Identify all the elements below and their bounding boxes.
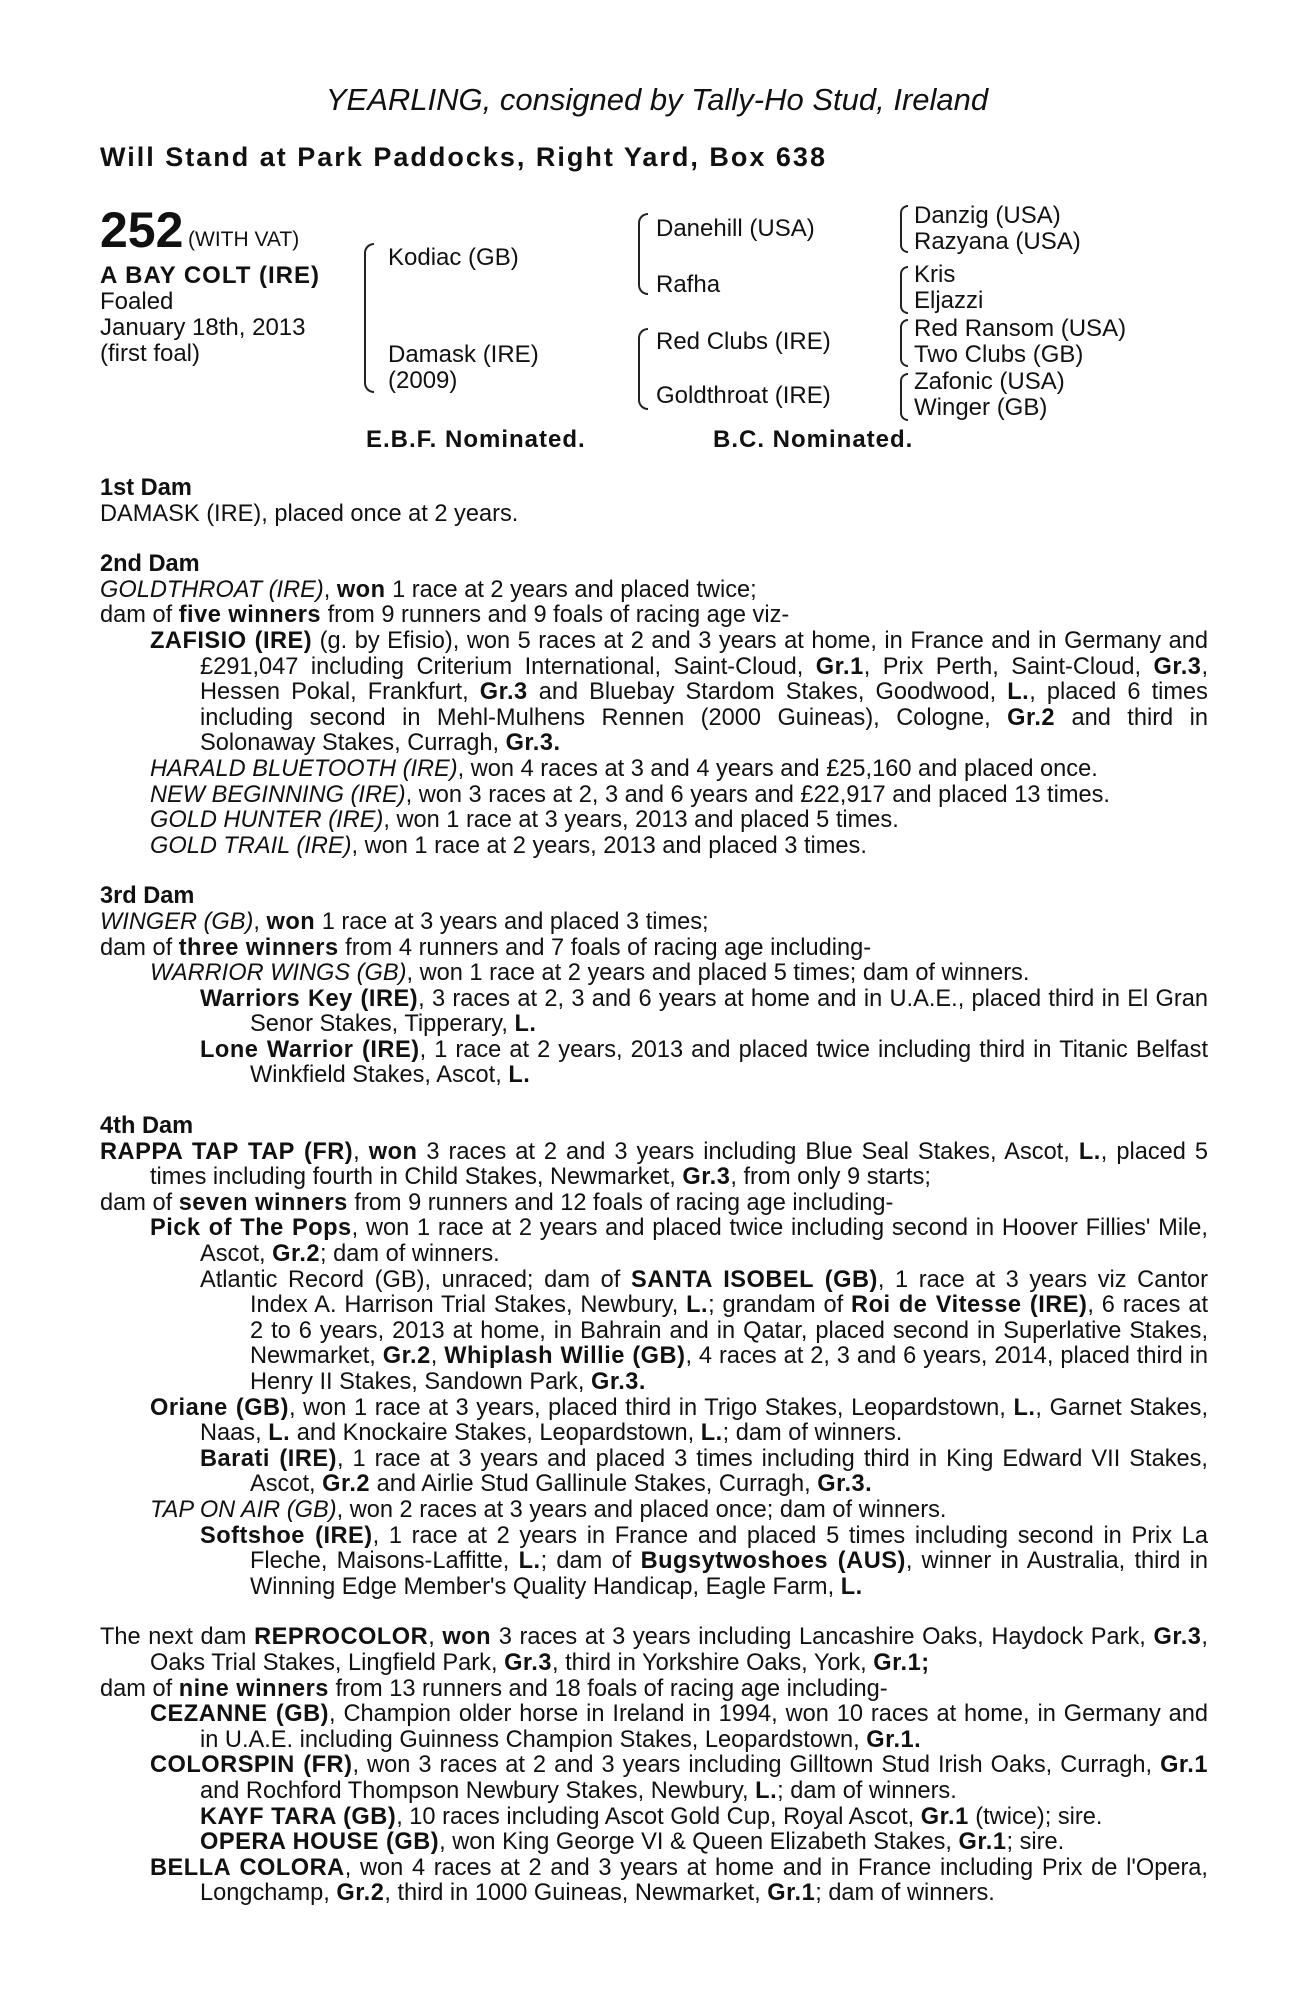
sire-sire: Danehill (USA) xyxy=(656,215,815,242)
ggp-5: Red Ransom (USA) xyxy=(914,315,1127,342)
winners-count: nine winners xyxy=(178,1675,329,1702)
grade: L. xyxy=(840,1573,863,1600)
text: 3 races at 2 and 3 years including Blue Seal Stakes, Ascot, xyxy=(417,1138,1079,1165)
dam2-line2 xyxy=(100,603,1208,629)
ebf-nominated: E.B.F. Nominated. xyxy=(366,426,586,453)
text: , 1 race at 2 years, 2013 and placed twice including third in Titanic Belfast Winkfield Stakes, Ascot, xyxy=(250,1036,1209,1089)
progeny-oriane xyxy=(100,1396,1208,1447)
grade: L. xyxy=(686,1292,709,1319)
sire-parents-brace xyxy=(638,213,648,295)
grade: L. xyxy=(514,1011,537,1038)
progeny-gold-trail xyxy=(100,834,1208,860)
horse-name: COLORSPIN (FR) xyxy=(150,1752,353,1779)
grade: Gr.1 xyxy=(1160,1752,1208,1779)
grade: Gr.1 xyxy=(958,1829,1007,1856)
text: dam of xyxy=(100,934,179,961)
bc-nominated: B.C. Nominated. xyxy=(713,426,914,453)
progeny-softshoe xyxy=(100,1524,1208,1601)
grade: Gr.2 xyxy=(382,1343,431,1370)
grade: Gr.3. xyxy=(590,1369,646,1395)
progeny-zafisio xyxy=(100,629,1208,757)
progeny-opera-house xyxy=(100,1830,1208,1856)
text: , 4 races at 2, 3 and 6 years, 2014, placed third in Henry II Stakes, Sandown Park, xyxy=(250,1343,1208,1395)
horse-name: KAYF TARA (GB) xyxy=(200,1803,397,1830)
grade: Gr.3 xyxy=(1153,653,1202,680)
dam2-line1: GOLDTHROAT (IRE), won 1 race at 2 years and placed twice; xyxy=(100,576,757,603)
text: , 1 race at 3 years and placed 3 times including third in King Edward VII Stakes, Ascot, xyxy=(250,1445,1208,1498)
dam: Damask (IRE) xyxy=(388,341,539,368)
won-label: won xyxy=(336,576,386,603)
vat-note: (WITH VAT) xyxy=(188,228,300,251)
pedigree-notes xyxy=(100,476,1208,1907)
text: ; dam of xyxy=(540,1548,641,1575)
horse-name: Pick of The Pops xyxy=(150,1215,352,1242)
horse-name: Whiplash Willie (GB) xyxy=(444,1343,686,1370)
text: ; sire. xyxy=(1006,1829,1065,1856)
text: ; dam of winners. xyxy=(320,1241,500,1268)
text: (g. by Efisio), won 5 races at 2 and 3 years at home, in France and in Germany and £291,047 including Criterium International, Saint-Cloud, xyxy=(200,627,1208,680)
text: , winner in Australia, third in Winning Edge Member's Quality Handicap, Eagle Farm, xyxy=(250,1548,1208,1600)
grade: Gr.3. xyxy=(505,730,561,757)
dam4-line1: RAPPA TAP TAP (FR), won 3 races at 2 and 3 years including Blue Seal Stakes, Ascot, L., placed 5 times including fourth in Child Stakes, Newmarket, Gr.3, from only 9 starts; xyxy=(100,1138,1208,1191)
ggp-7: Zafonic (USA) xyxy=(914,368,1065,395)
grade: Gr.1 xyxy=(920,1803,969,1830)
text: , won 4 races at 3 and 4 years and £25,160 and placed once. xyxy=(457,755,1098,782)
dam-name: RAPPA TAP TAP (FR) xyxy=(100,1138,354,1165)
lot-number: 252 xyxy=(100,202,184,258)
text: , third in 1000 Guineas, Newmarket, xyxy=(384,1880,768,1907)
text: , won 3 races at 2, 3 and 6 years and £22,917 and placed 13 times. xyxy=(405,781,1110,808)
text: (twice); sire. xyxy=(968,1803,1103,1830)
text: , 1 race at 2 years in France and placed 5 times including second in Prix La Fleche, Maisons-Laffitte, xyxy=(250,1522,1209,1575)
text: dam of xyxy=(100,1675,179,1702)
text: , 1 race at 3 years viz Cantor Index A. Harrison Trial Stakes, Newbury, xyxy=(250,1266,1208,1319)
horse-name: CEZANNE (GB) xyxy=(150,1701,330,1728)
grade: L. xyxy=(518,1548,541,1575)
text: , won 2 races at 3 years and placed once; dam of winners. xyxy=(336,1496,947,1523)
horse-name: GOLD TRAIL (IRE) xyxy=(150,832,352,859)
grade: Gr.2 xyxy=(272,1241,321,1268)
progeny-pick-of-the-pops xyxy=(100,1216,1208,1267)
horse-name: Warriors Key (IRE) xyxy=(200,985,419,1012)
grade: Gr.1 xyxy=(815,653,864,680)
text: ; dam of winners. xyxy=(777,1777,957,1804)
foaled-label: Foaled xyxy=(100,288,174,315)
dam4-heading: 4th Dam xyxy=(100,1113,194,1140)
text: , third in Yorkshire Oaks, York, xyxy=(551,1649,874,1676)
progeny-tap-on-air xyxy=(100,1498,1208,1524)
text: , 3 races at 2, 3 and 6 years at home and in U.A.E., placed third in El Gran Senor Stakes, Tipperary, xyxy=(250,985,1208,1038)
ggp-4: Eljazzi xyxy=(914,287,984,314)
next-dam: The next dam REPROCOLOR, won 3 races at 3 years including Lancashire Oaks, Haydock Park, Gr.3, Oaks Trial Stakes, Lingfield Park, Gr.3, third in Yorkshire Oaks, York, Gr.1; xyxy=(100,1624,1208,1676)
dam-parents-brace xyxy=(638,328,648,410)
horse-name: ZAFISIO (IRE) xyxy=(150,627,313,654)
ggp-2: Razyana (USA) xyxy=(914,228,1081,255)
progeny-harald xyxy=(100,757,1208,783)
text: and Airlie Stud Gallinule Stakes, Curragh, xyxy=(370,1471,818,1498)
dam3-heading: 3rd Dam xyxy=(100,883,195,910)
grade: L. xyxy=(1078,1138,1101,1165)
progeny-kayf-tara xyxy=(100,1805,1208,1831)
text: 3 races at 3 years including Lancashire Oaks, Haydock Park, xyxy=(491,1624,1154,1651)
grade: L. xyxy=(268,1420,291,1447)
text: dam of xyxy=(100,602,179,629)
text: , Garnet Stakes, Naas, xyxy=(200,1394,1209,1447)
consignment-header: YEARLING, consigned by Tally-Ho Stud, Ireland xyxy=(325,82,989,117)
dam-year: (2009) xyxy=(388,367,458,394)
text: , Champion older horse in Ireland in 1994, won 10 races at home, in Germany and in U.A.E. including Guinness Champion Stakes, Leopardstown, xyxy=(200,1701,1208,1753)
grade: Gr.3 xyxy=(1153,1624,1202,1651)
progeny-colorspin xyxy=(100,1753,1208,1804)
text: , 10 races including Ascot Gold Cup, Royal Ascot, xyxy=(396,1803,921,1830)
progeny-warrior-wings xyxy=(100,961,1208,987)
dam3-line1: WINGER (GB), won 1 race at 3 years and placed 3 times; xyxy=(100,908,709,935)
won-label: won xyxy=(442,1624,492,1651)
sire-dam-brace xyxy=(364,243,374,393)
ggp-6: Two Clubs (GB) xyxy=(914,341,1084,368)
grade: Gr.3. xyxy=(817,1471,873,1498)
dam-name: WINGER (GB) xyxy=(100,908,254,935)
horse-name: OPERA HOUSE (GB) xyxy=(200,1829,440,1856)
won-label: won xyxy=(368,1138,418,1165)
text: and Knockaire Stakes, Leopardstown, xyxy=(290,1420,701,1447)
text: , Oaks Trial Stakes, Lingfield Park, xyxy=(150,1624,1208,1676)
lot-name: A BAY COLT (IRE) xyxy=(100,262,321,289)
dam-name: GOLDTHROAT (IRE) xyxy=(100,576,324,603)
horse-name: Bugsytwoshoes (AUS) xyxy=(640,1548,906,1575)
ggp-brace-4 xyxy=(900,373,908,421)
grade: Gr.2 xyxy=(1007,704,1056,731)
text: , placed 6 times including second in Mehl-Mulhens Rennen (2000 Guineas), Cologne, xyxy=(200,679,1208,731)
won-label: won xyxy=(266,908,316,935)
grade: Gr.3 xyxy=(504,1649,552,1676)
text: ; dam of winners. xyxy=(722,1420,903,1447)
horse-name: HARALD BLUETOOTH (IRE) xyxy=(150,755,458,782)
ggp-brace-3 xyxy=(900,319,908,367)
text: 1 race at 3 years and placed 3 times; xyxy=(315,908,709,935)
grade: Gr.3 xyxy=(479,679,528,706)
horse-name: Lone Warrior (IRE) xyxy=(200,1036,420,1063)
horse-name: NEW BEGINNING (IRE) xyxy=(150,781,406,808)
record-text: 1 race at 2 years and placed twice; xyxy=(385,576,757,603)
text: , won 1 race at 2 years and placed twice including second in Hoover Fillies' Mile, Ascot, xyxy=(200,1215,1208,1268)
progeny-gold-hunter xyxy=(100,808,1208,834)
ggp-3: Kris xyxy=(914,261,956,288)
dam4-line2 xyxy=(100,1191,1208,1217)
text: , won 3 races at 2 and 3 years including Gilltown Stud Irish Oaks, Curragh, xyxy=(352,1752,1161,1779)
horse-name: BELLA COLORA xyxy=(150,1854,345,1881)
sire: Kodiac (GB) xyxy=(388,244,519,271)
winners-count: seven winners xyxy=(178,1189,348,1216)
ggp-brace-2 xyxy=(900,266,908,314)
progeny-atlantic-record: Atlantic Record (GB), unraced; dam of SANTA ISOBEL (GB), 1 race at 3 years viz Cantor Index A. Harrison Trial Stakes, Newbury, L.; grandam of Roi de Vitesse (IRE), 6 races at 2 to 6 years, 2013 at home, in Bahrain and in Qatar, placed second in Superlative Stakes, Newmarket, Gr.2, Whiplash Willie (GB), 4 races at 2, 3 and 6 years, 2014, placed third in Henry II Stakes, Sandown Park, Gr.3. xyxy=(200,1266,1208,1395)
horse-name: WARRIOR WINGS (GB) xyxy=(150,960,407,987)
text: , 6 races at 2 to 6 years, 2013 at home, in Bahrain and in Qatar, placed second in Superlative Stakes, Newmarket, xyxy=(250,1292,1208,1370)
text: and Rochford Thompson Newbury Stakes, Newbury, xyxy=(200,1777,756,1804)
text: , won King George VI & Queen Elizabeth Stakes, xyxy=(439,1829,959,1856)
text: , from only 9 starts; xyxy=(730,1164,931,1191)
winners-count: five winners xyxy=(178,602,322,629)
text: , won 1 race at 3 years, placed third in Trigo Stakes, Leopardstown, xyxy=(288,1394,1014,1421)
dam-dam: Goldthroat (IRE) xyxy=(656,382,831,409)
grade: L. xyxy=(508,1062,531,1089)
horse-name: Softshoe (IRE) xyxy=(200,1522,373,1549)
first-foal-note: (first foal) xyxy=(100,340,201,367)
ggp-brace-1 xyxy=(900,205,908,253)
ggp-1: Danzig (USA) xyxy=(914,202,1061,229)
grade: L. xyxy=(755,1777,778,1804)
grade: L. xyxy=(1007,679,1030,706)
progeny-bella-colora xyxy=(100,1856,1208,1907)
dam1-text: DAMASK (IRE), placed once at 2 years. xyxy=(100,500,519,527)
horse-name: SANTA ISOBEL (GB) xyxy=(630,1266,878,1293)
text: and Bluebay Stardom Stakes, Goodwood, xyxy=(527,679,1008,706)
text: and third in Solonaway Stakes, Curragh, xyxy=(200,704,1208,757)
grade: Gr.2 xyxy=(322,1471,371,1498)
grade: Gr.1 xyxy=(767,1880,816,1907)
text: dam of xyxy=(100,1189,179,1216)
text: , won 1 race at 2 years, 2013 and placed 3 times. xyxy=(351,832,867,859)
grade: Gr.1. xyxy=(866,1726,922,1753)
text: , Prix Perth, Saint-Cloud, xyxy=(863,653,1154,680)
progeny-new-beginning xyxy=(100,783,1208,809)
text: from 9 runners and 9 foals of racing age viz- xyxy=(321,602,790,629)
progeny-cezanne xyxy=(100,1702,1208,1753)
dam1-heading: 1st Dam xyxy=(100,475,192,501)
horse-name: Oriane (GB) xyxy=(150,1394,289,1421)
text: ; dam of winners. xyxy=(815,1880,995,1907)
progeny-lone-warrior xyxy=(100,1038,1208,1089)
text: , Hessen Pokal, Frankfurt, xyxy=(200,653,1208,706)
progeny-warriors-key xyxy=(100,987,1208,1038)
dam2-heading: 2nd Dam xyxy=(100,551,200,578)
text: from 4 runners and 7 foals of racing age including- xyxy=(338,934,872,961)
text: ; grandam of xyxy=(708,1292,852,1319)
dam-sire: Red Clubs (IRE) xyxy=(656,328,831,355)
grade: Gr.3 xyxy=(682,1164,731,1191)
horse-name: Barati (IRE) xyxy=(200,1445,337,1472)
grade: Gr.2 xyxy=(336,1880,385,1907)
text: from 13 runners and 18 foals of racing age including- xyxy=(328,1675,888,1702)
text: from 9 runners and 12 foals of racing age including- xyxy=(347,1189,894,1216)
text: , won 1 race at 3 years, 2013 and placed 5 times. xyxy=(383,807,899,834)
stand-location: Will Stand at Park Paddocks, Right Yard, Box 638 xyxy=(100,142,827,172)
horse-name: Roi de Vitesse (IRE) xyxy=(851,1292,1088,1319)
dam-name: REPROCOLOR xyxy=(254,1624,429,1651)
text: The next dam xyxy=(100,1624,255,1651)
text: , placed 5 times including fourth in Child Stakes, Newmarket, xyxy=(150,1138,1208,1191)
grade: L. xyxy=(1013,1394,1036,1421)
winners-count: three winners xyxy=(178,934,339,961)
sire-dam: Rafha xyxy=(656,271,721,298)
text: , won 1 race at 2 years and placed 5 times; dam of winners. xyxy=(406,960,1030,987)
progeny-barati xyxy=(100,1447,1208,1498)
grade: L. xyxy=(700,1420,723,1447)
foaled-date: January 18th, 2013 xyxy=(100,314,306,341)
dam3-line2 xyxy=(100,936,1208,962)
next-dam-line2 xyxy=(100,1677,1208,1703)
horse-name: TAP ON AIR (GB) xyxy=(150,1496,337,1523)
horse-name: GOLD HUNTER (IRE) xyxy=(150,807,384,834)
text: Atlantic Record (GB), unraced; dam of xyxy=(200,1266,631,1293)
text: , won 4 races at 2 and 3 years at home and in France including Prix de l'Opera, Longchamp, xyxy=(200,1854,1208,1907)
ggp-8: Winger (GB) xyxy=(914,394,1048,421)
grade: Gr.1; xyxy=(873,1649,930,1676)
